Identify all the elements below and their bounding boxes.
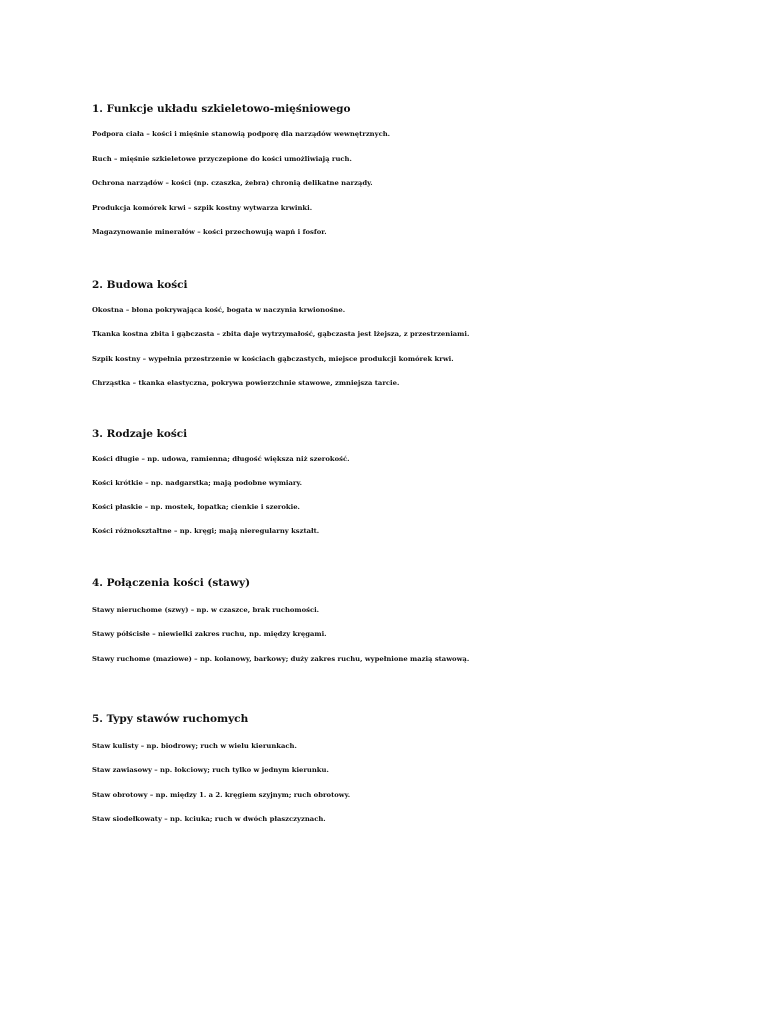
section-functions bbox=[92, 102, 692, 237]
paragraph: Kości długie – np. udowa, ramienna; długość większa niż szerokość. bbox=[92, 455, 350, 463]
paragraph: Ruch – mięśnie szkieletowe przyczepione do kości umożliwiają ruch. bbox=[92, 155, 352, 163]
paragraph: Staw siodełkowaty – np. kciuka; ruch w dwóch płaszczyznach. bbox=[92, 815, 326, 823]
section-heading: 5. Typy stawów ruchomych bbox=[92, 713, 249, 725]
section-movable-joint-types bbox=[92, 712, 692, 824]
paragraph: Staw kulisty – np. biodrowy; ruch w wielu kierunkach. bbox=[92, 742, 297, 750]
paragraph: Chrząstka – tkanka elastyczna, pokrywa powierzchnie stawowe, zmniejsza tarcie. bbox=[92, 379, 400, 387]
section-heading: 3. Rodzaje kości bbox=[92, 428, 188, 440]
section-heading: 2. Budowa kości bbox=[92, 279, 188, 291]
section-heading: 1. Funkcje układu szkieletowo-mięśniowego bbox=[92, 103, 351, 115]
section-joints bbox=[92, 576, 692, 664]
paragraph: Staw zawiasowy – np. łokciowy; ruch tylko w jednym kierunku. bbox=[92, 766, 329, 774]
paragraph: Stawy ruchome (maziowe) – np. kolanowy, barkowy; duży zakres ruchu, wypełnione mazią stawową. bbox=[92, 655, 470, 663]
paragraph: Kości płaskie – np. mostek, łopatka; cienkie i szerokie. bbox=[92, 503, 300, 511]
paragraph: Stawy półścisłe – niewielki zakres ruchu, np. między kręgami. bbox=[92, 630, 327, 638]
section-bone-structure bbox=[92, 278, 692, 388]
paragraph: Ochrona narządów – kości (np. czaszka, żebra) chronią delikatne narządy. bbox=[92, 179, 373, 187]
paragraph: Kości krótkie – np. nadgarstka; mają podobne wymiary. bbox=[92, 479, 303, 487]
paragraph: Szpik kostny – wypełnia przestrzenie w kościach gąbczastych, miejsce produkcji komórek krwi. bbox=[92, 355, 454, 363]
paragraph: Kości różnokształtne – np. kręgi; mają nieregularny kształt. bbox=[92, 527, 320, 535]
paragraph: Tkanka kostna zbita i gąbczasta – zbita daje wytrzymałość, gąbczasta jest lżejsza, z przestrzeniami. bbox=[92, 330, 470, 338]
section-bone-types bbox=[92, 427, 692, 536]
paragraph: Stawy nieruchome (szwy) – np. w czaszce, brak ruchomości. bbox=[92, 606, 320, 614]
paragraph: Podpora ciała – kości i mięśnie stanowią podporę dla narządów wewnętrznych. bbox=[92, 130, 391, 138]
paragraph: Okostna – błona pokrywająca kość, bogata w naczynia krwionośne. bbox=[92, 306, 346, 314]
paragraph: Magazynowanie minerałów – kości przechowują wapń i fosfor. bbox=[92, 228, 327, 236]
paragraph: Produkcja komórek krwi – szpik kostny wytwarza krwinki. bbox=[92, 204, 313, 212]
paragraph: Staw obrotowy – np. między 1. a 2. kręgiem szyjnym; ruch obrotowy. bbox=[92, 791, 351, 799]
section-heading: 4. Połączenia kości (stawy) bbox=[92, 577, 251, 589]
